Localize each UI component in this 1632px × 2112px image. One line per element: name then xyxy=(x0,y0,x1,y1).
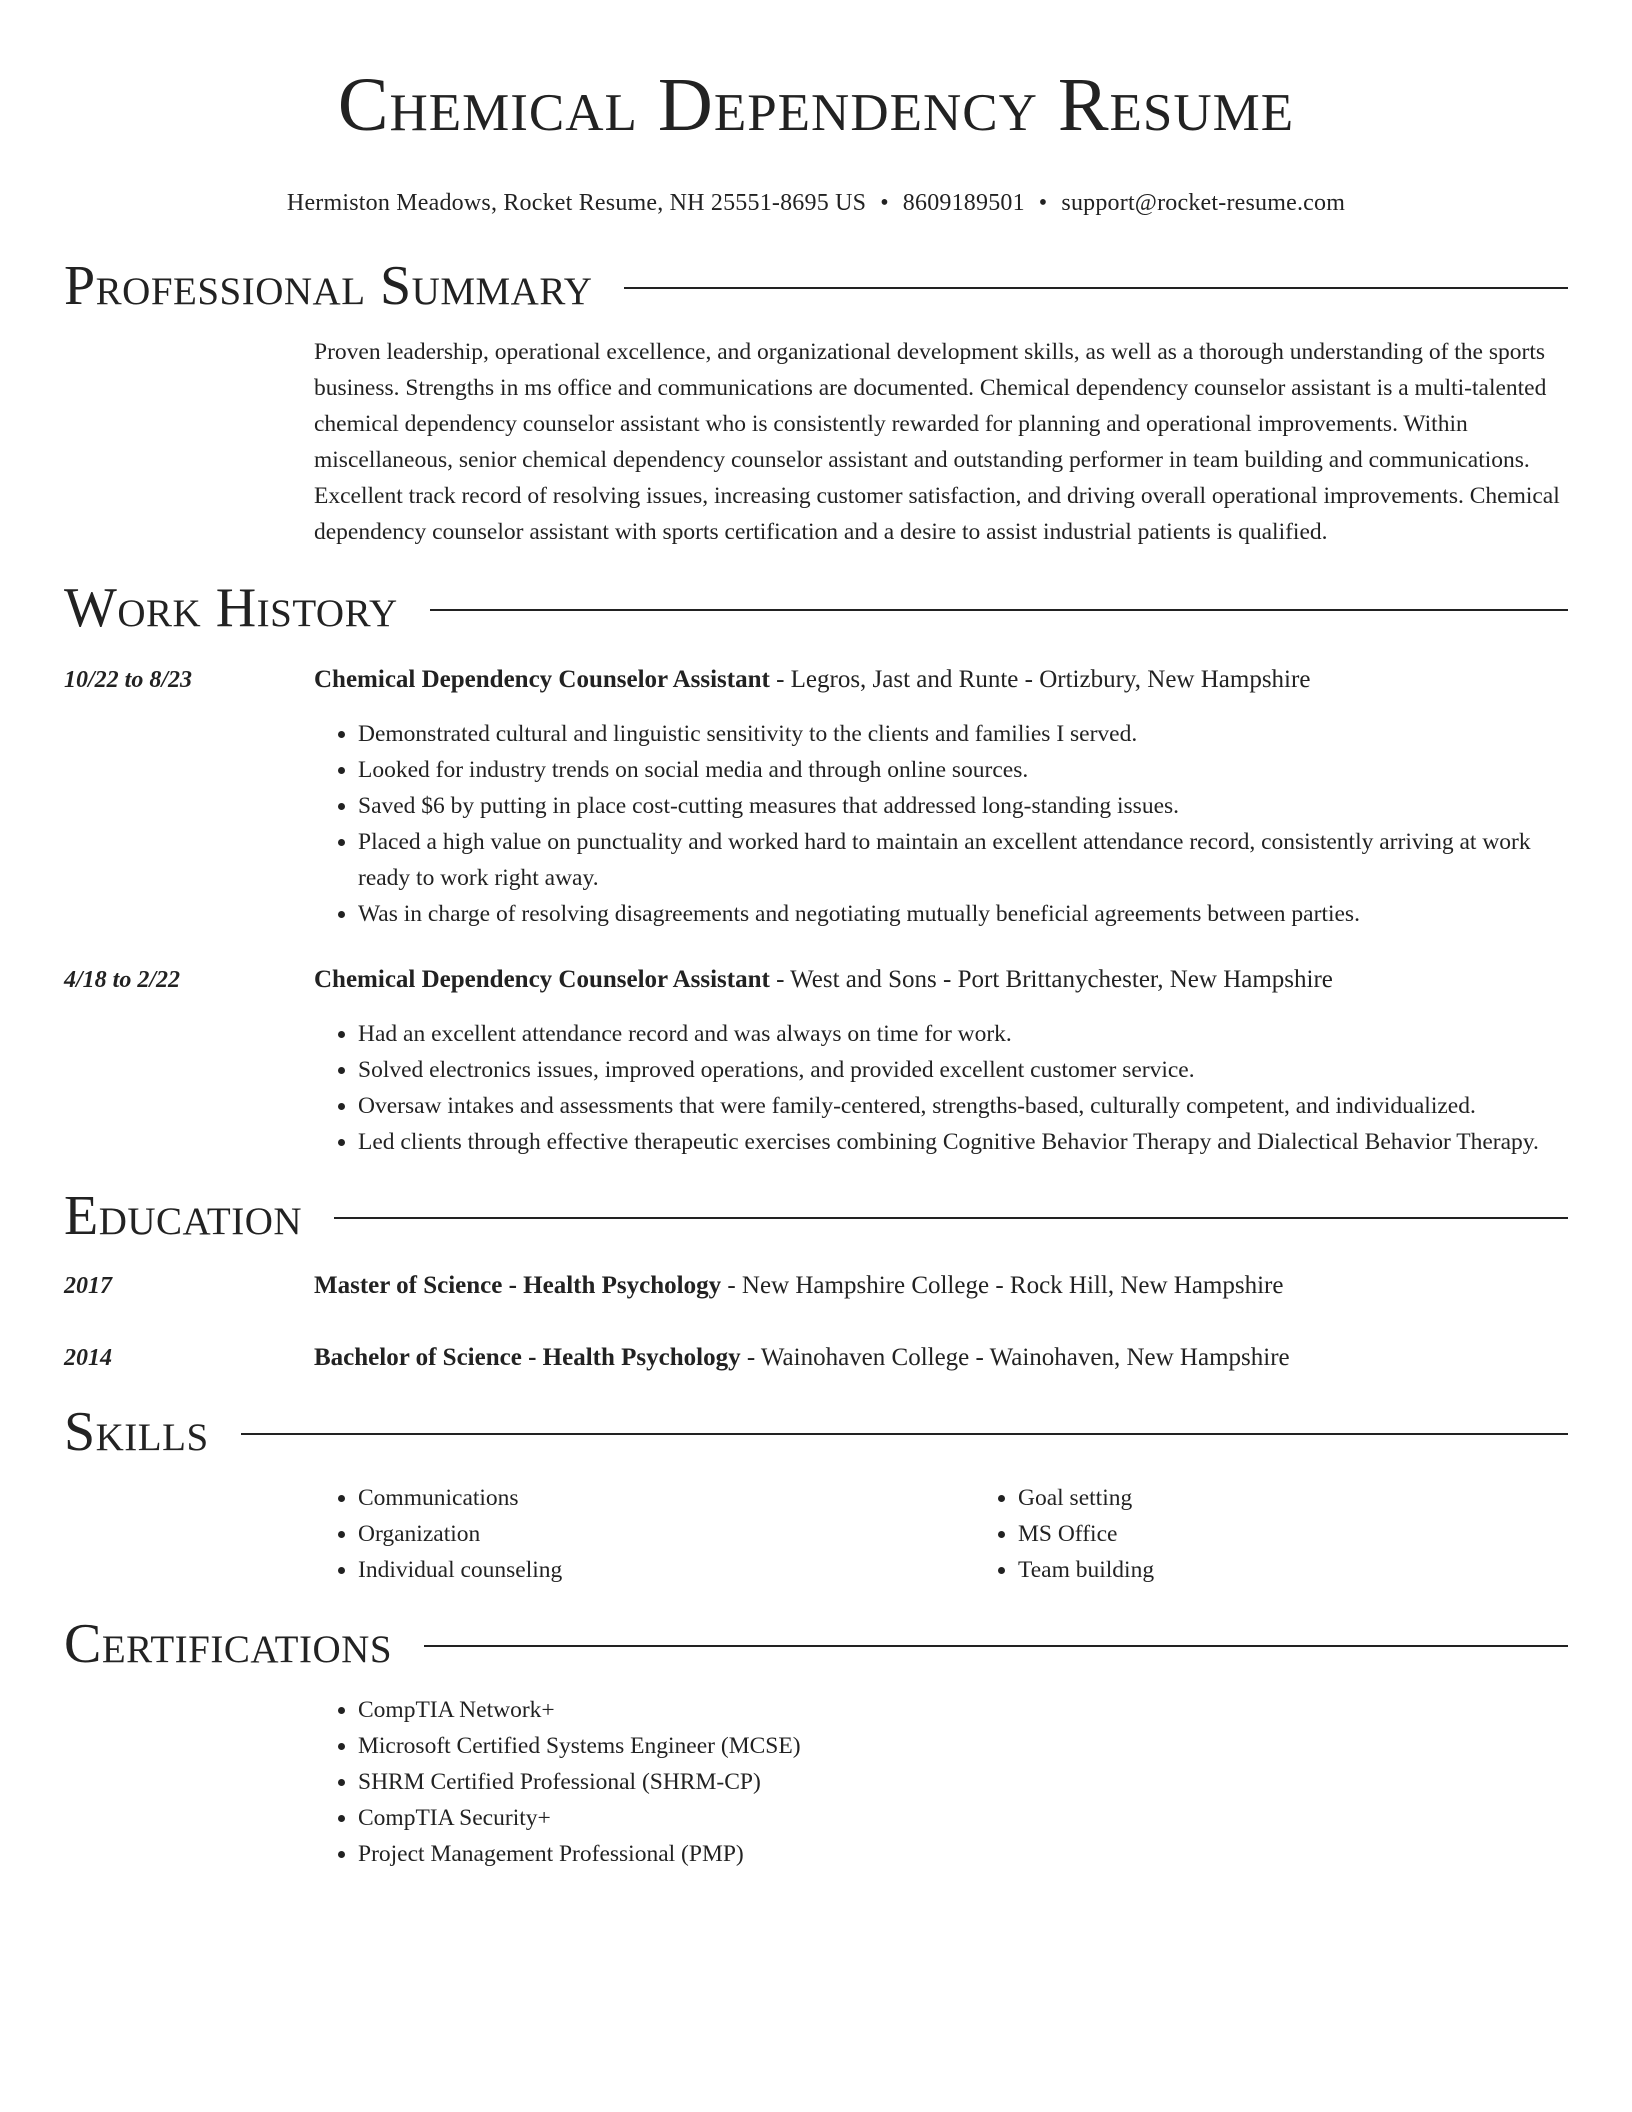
section-divider xyxy=(334,1217,1568,1219)
section-divider xyxy=(424,1645,1568,1647)
education-details: - New Hampshire College - Rock Hill, New Hampshire xyxy=(721,1272,1284,1299)
resume-title: Chemical Dependency Resume xyxy=(337,63,1295,147)
contact-email: support@rocket-resume.com xyxy=(1061,190,1346,216)
job-header xyxy=(314,662,1568,698)
job-header xyxy=(314,962,1568,998)
certifications-section-header xyxy=(64,1612,1568,1676)
contact-phone: 8609189501 xyxy=(902,190,1025,216)
contact-separator: • xyxy=(1038,190,1048,216)
job-details: - West and Sons - Port Brittanychester, New Hampshire xyxy=(769,966,1333,993)
skills-row xyxy=(64,1480,1568,1588)
section-divider xyxy=(624,287,1568,289)
skills-grid xyxy=(314,1480,1632,1588)
job-dates: 10/22 to 8/23 xyxy=(64,667,193,693)
education-section-header xyxy=(64,1184,1568,1248)
education-entry xyxy=(64,1268,1568,1304)
summary-section-header xyxy=(64,254,1568,318)
job-bullet: • Saved $6 by putting in place cost-cutting measures that addressed long-standing issues. xyxy=(358,788,1568,824)
job-bullets xyxy=(314,716,1568,932)
job-title: Chemical Dependency Counselor Assistant xyxy=(314,666,770,693)
education-details: - Wainohaven College - Wainohaven, New Hampshire xyxy=(740,1344,1290,1371)
certification-item: • CompTIA Network+ xyxy=(358,1692,1568,1728)
skill-item: • Individual counseling xyxy=(358,1552,974,1588)
job-title: Chemical Dependency Counselor Assistant xyxy=(314,966,770,993)
job-body xyxy=(314,662,1568,932)
skill-item: • MS Office xyxy=(1018,1516,1632,1552)
job-bullet: • Solved electronics issues, improved operations, and provided excellent customer service. xyxy=(358,1052,1568,1088)
summary-body xyxy=(314,334,1568,550)
skill-item: • Communications xyxy=(358,1480,974,1516)
summary-text: Proven leadership, operational excellence, and organizational development skills, as well as a thorough understanding of the sports business. Strengths in ms office and communications are documented. Chemical dependency counselor assistant is a multi-talented chemical dependency counselor assistant who is consistently rewarded for planning and operational improvements. Within miscellaneous, senior chemical dependency counselor assistant and outstanding performer in team building and communications. Excellent track record of resolving issues, increasing customer satisfaction, and driving overall operational improvements. Chemical dependency counselor assistant with sports certification and a desire to assist industrial patients is qualified. xyxy=(314,339,1560,545)
skills-heading: Skills xyxy=(64,1401,209,1463)
skills-column xyxy=(974,1480,1632,1588)
certifications-body xyxy=(314,1692,1568,1872)
summary-row xyxy=(64,334,1568,550)
education-body xyxy=(314,1268,1568,1304)
contact-line xyxy=(64,188,1568,218)
skills-section-header xyxy=(64,1400,1568,1464)
certification-item: • CompTIA Security+ xyxy=(358,1800,1568,1836)
education-body xyxy=(314,1340,1568,1376)
contact-separator: • xyxy=(880,190,889,216)
section-divider xyxy=(430,609,1568,611)
job-entry xyxy=(64,962,1568,1160)
skill-item: • Goal setting xyxy=(1018,1480,1632,1516)
skill-item: • Organization xyxy=(358,1516,974,1552)
education-heading: Education xyxy=(64,1185,303,1247)
skill-item: • Team building xyxy=(1018,1552,1632,1588)
certification-item: • Microsoft Certified Systems Engineer (MCSE) xyxy=(358,1728,1568,1764)
work-section-header xyxy=(64,576,1568,640)
job-bullet: • Looked for industry trends on social media and through online sources. xyxy=(358,752,1568,788)
job-bullet: • Placed a high value on punctuality and worked hard to maintain an excellent attendance record, consistently arriving at work ready to work right away. xyxy=(358,824,1568,896)
certification-item: • Project Management Professional (PMP) xyxy=(358,1836,1568,1872)
job-bullet: • Was in charge of resolving disagreements and negotiating mutually beneficial agreements between parties. xyxy=(358,896,1568,932)
job-bullet: • Had an excellent attendance record and was always on time for work. xyxy=(358,1016,1568,1052)
skills-column xyxy=(314,1480,974,1588)
education-year: 2017 xyxy=(64,1273,112,1299)
job-bullet: • Oversaw intakes and assessments that were family-centered, strengths-based, culturally competent, and individualized. xyxy=(358,1088,1568,1124)
job-bullets xyxy=(314,1016,1568,1160)
certification-item: • SHRM Certified Professional (SHRM-CP) xyxy=(358,1764,1568,1800)
education-entry xyxy=(64,1340,1568,1376)
job-bullet: • Led clients through effective therapeutic exercises combining Cognitive Behavior Therapy and Dialectical Behavior Therapy. xyxy=(358,1124,1568,1160)
certifications-heading: Certifications xyxy=(64,1613,393,1675)
certifications-list xyxy=(314,1692,1568,1872)
job-details: - Legros, Jast and Runte - Ortizbury, New Hampshire xyxy=(769,666,1311,693)
certifications-row xyxy=(64,1692,1568,1872)
job-dates: 4/18 to 2/22 xyxy=(64,967,181,993)
section-divider xyxy=(241,1433,1568,1435)
work-heading: Work History xyxy=(64,577,398,639)
education-degree: Master of Science - Health Psychology xyxy=(314,1272,722,1299)
job-entry xyxy=(64,662,1568,932)
job-body xyxy=(314,962,1568,1160)
contact-address: Hermiston Meadows, Rocket Resume, NH 25551-8695 US xyxy=(286,190,867,216)
education-year: 2014 xyxy=(64,1345,112,1371)
summary-heading: Professional Summary xyxy=(64,255,593,317)
job-bullet: • Demonstrated cultural and linguistic sensitivity to the clients and families I served. xyxy=(358,716,1568,752)
education-degree: Bachelor of Science - Health Psychology xyxy=(314,1344,741,1371)
